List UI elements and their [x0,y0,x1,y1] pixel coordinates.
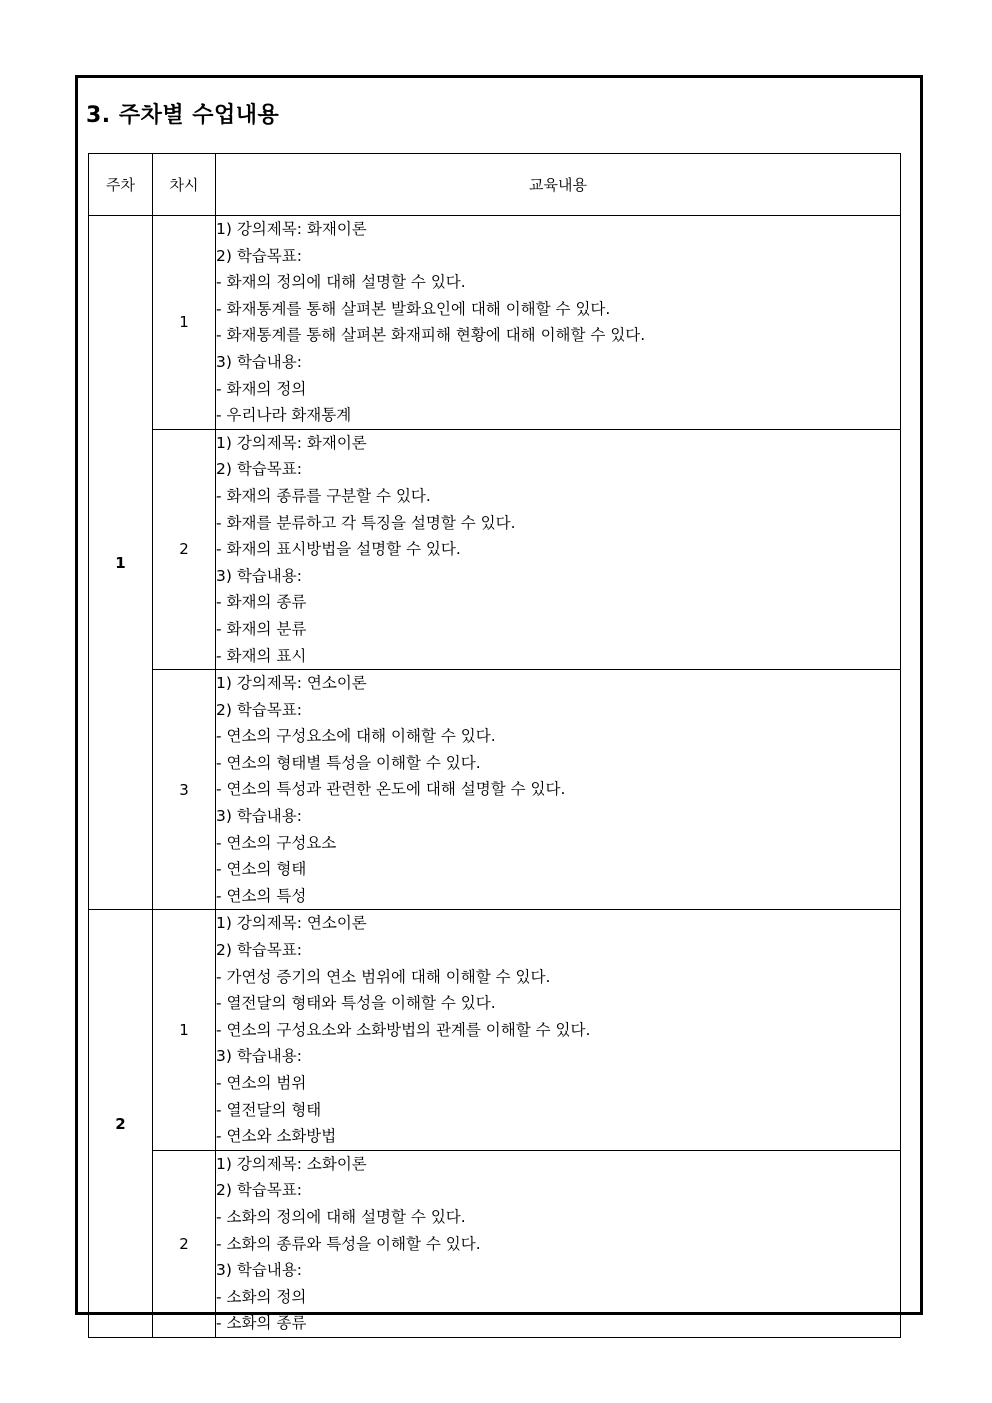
content-line: 2) 학습목표: [216,1181,302,1200]
content-line: 2) 학습목표: [216,246,302,265]
content-line: 3) 학습내용: [216,566,302,585]
content-line: - 연소의 특성과 관련한 온도에 대해 설명할 수 있다. [216,780,566,799]
content-line: - 연소와 소화방법 [216,1127,337,1146]
content-line: - 소화의 정의에 대해 설명할 수 있다. [216,1207,466,1226]
content-line: - 연소의 형태별 특성을 이해할 수 있다. [216,753,481,772]
content-line: - 연소의 범위 [216,1074,307,1092]
session-number: 2 [153,1150,216,1337]
content-line: 1) 강의제목: 화재이론 [216,220,367,238]
content-line: - 화재의 정의에 대해 설명할 수 있다. [216,273,466,292]
document-frame [75,75,923,1333]
session-content [216,910,901,1150]
table-header-row [89,154,901,216]
content-line: 3) 학습내용: [216,1047,302,1066]
table-row [89,216,901,430]
section-title: 3. 주차별 수업내용 [86,103,280,128]
table-row [89,910,901,1150]
session-number: 2 [153,429,216,669]
week-number: 1 [89,216,153,910]
content-line: - 연소의 구성요소에 대해 이해할 수 있다. [216,727,496,746]
content-line: - 화재의 표시 [216,646,307,665]
content-line: - 연소의 구성요소 [216,833,337,852]
session-content [216,1150,901,1337]
session-content [216,216,901,430]
content-line: - 열전달의 형태 [216,1100,322,1119]
content-line: 2) 학습목표: [216,700,302,719]
content-line: - 소화의 종류와 특성을 이해할 수 있다. [216,1234,481,1253]
content-line: - 소화의 정의 [216,1287,307,1306]
header-session: 차시 [153,154,216,216]
session-number: 3 [153,670,216,910]
content-line: - 화재를 분류하고 각 특징을 설명할 수 있다. [216,513,516,532]
content-line: - 연소의 구성요소와 소화방법의 관계를 이해할 수 있다. [216,1020,591,1039]
content-line: - 화재통계를 통해 살펴본 발화요인에 대해 이해할 수 있다. [216,299,611,318]
content-line: 3) 학습내용: [216,807,302,826]
content-line: 1) 강의제목: 화재이론 [216,433,367,452]
content-line: 2) 학습목표: [216,460,302,479]
weekly-plan-table [88,153,901,1338]
content-line: - 화재의 표시방법을 설명할 수 있다. [216,540,461,559]
content-line: - 연소의 특성 [216,886,307,905]
header-content: 교육내용 [216,154,901,216]
content-line: 3) 학습내용: [216,1261,302,1280]
content-line: - 연소의 형태 [216,860,307,879]
content-line: - 화재의 종류 [216,593,307,612]
content-line: - 화재의 정의 [216,379,307,398]
content-line: - 화재의 종류를 구분할 수 있다. [216,486,431,505]
session-number: 1 [153,216,216,430]
session-number: 1 [153,910,216,1150]
content-line: 1) 강의제목: 연소이론 [216,674,367,693]
content-line: - 소화의 종류 [216,1314,307,1333]
table-row [89,429,901,669]
content-line: - 우리나라 화재통계 [216,406,352,425]
content-line: 1) 강의제목: 연소이론 [216,914,367,933]
content-line: - 화재의 분류 [216,619,307,638]
table-row [89,1150,901,1337]
content-line: 2) 학습목표: [216,941,302,960]
week-number: 2 [89,910,153,1338]
content-line: - 가연성 증기의 연소 범위에 대해 이해할 수 있다. [216,967,551,986]
content-line: - 열전달의 형태와 특성을 이해할 수 있다. [216,994,496,1013]
content-line: 1) 강의제목: 소화이론 [216,1154,367,1173]
content-line: 3) 학습내용: [216,352,302,371]
content-line: - 화재통계를 통해 살펴본 화재피해 현황에 대해 이해할 수 있다. [216,326,646,345]
session-content [216,670,901,910]
header-week: 주차 [89,154,153,216]
session-content [216,429,901,669]
table-row [89,670,901,910]
